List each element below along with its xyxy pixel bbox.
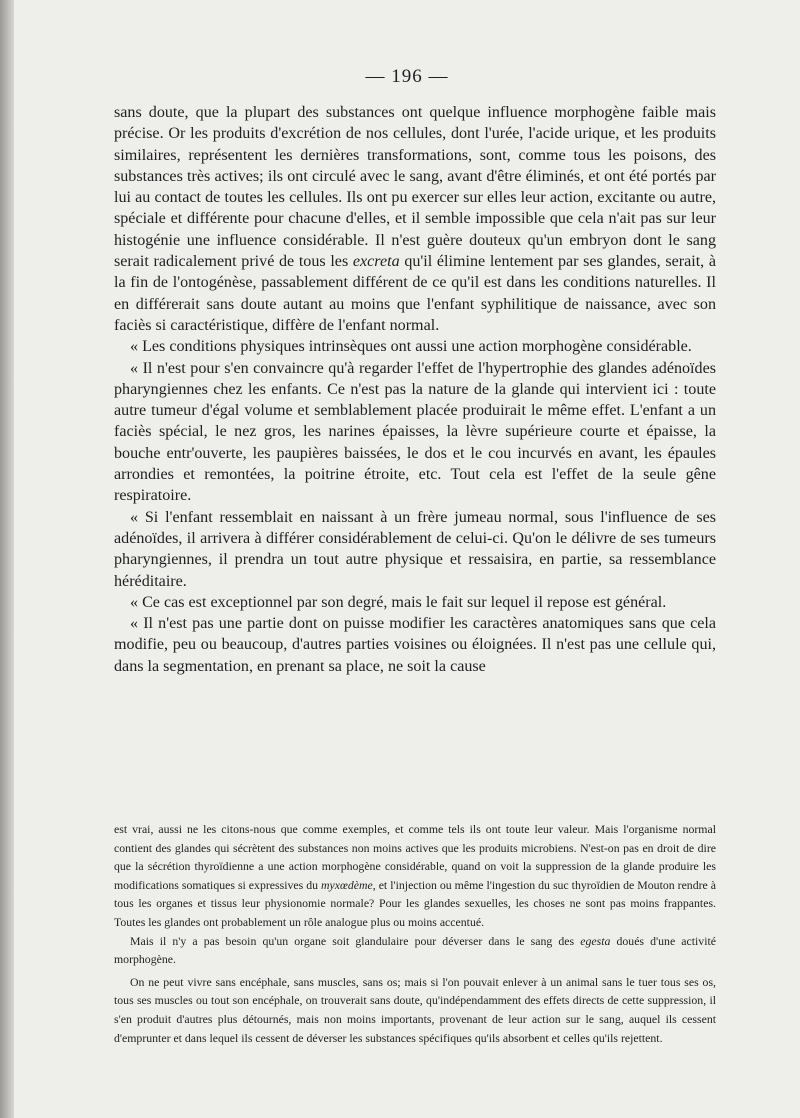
- page-number: — 196 —: [365, 66, 449, 87]
- footnote: [114, 820, 716, 1047]
- footnote-paragraph: est vrai, aussi ne les citons-nous que comme exemples, et comme tels ils ont toute leur valeur. Mais l'organisme normal contient des glandes qui sécrètent des substances non moins actives que les produits microbiens. N'est-on pas en droit de dire que la sécrétion thyroïdienne a une action morphogène considérable, quand on voit la suppression de la glande produire les modifications somatiques si expressives du myxœdème, et l'injection ou même l'ingestion du suc thyroïdien de Mouton rendre à tous les organes et tissus leur physionomie normale? Pour les glandes sexuelles, les choses ne sont pas moins frappantes. Toutes les glandes ont probablement un rôle analogue plus ou moins accentué.: [114, 822, 717, 929]
- footnote-paragraph: Mais il n'y a pas besoin qu'un organe soit glandulaire pour déverser dans le sang des egesta doués d'une activité morphogène.: [114, 933, 717, 967]
- paragraph: « Ce cas est exceptionnel par son degré, mais le fait sur lequel il repose est général.: [130, 593, 667, 611]
- footnote-paragraph: On ne peut vivre sans encéphale, sans muscles, sans os; mais si l'on pouvait enlever à un animal sans le tuer tous ses os, tous ses muscles ou tout son encéphale, on trouverait sans doute, qu'indépendamment des effets directs de cette suppression, il s'en produit d'autres plus détournés, mais non moins importants, provenant de leur action sur le sang, auquel ils cessent d'emprunter et dans lequel ils cessent de déverser les substances spécifiques qu'ils absorbent et celles qu'ils rejettent.: [114, 974, 716, 1045]
- paragraph: sans doute, que la plupart des substances ont quelque influence morphogène faible mais précise. Or les produits d'excrétion de nos cellules, dont l'urée, l'acide urique, et les produits similaires, représentent les dernières transformations, sont, comme tous les poisons, des substances très actives; ils ont circulé avec le sang, avant d'être éliminés, et ont été portés par lui au contact de toutes les cellules. Ils ont pu exercer sur elles leur action, excitante ou autre, spéciale et différente pour chacune d'elles, et il semble impossible que cela n'ait pas sur leur histogénie une influence considérable. Il n'est guère douteux qu'un embryon dont le sang serait radicalement privé de tous les excreta qu'il élimine lentement par ses glandes, serait, à la fin de l'ontogénèse, passablement différent de ce qu'il est dans les conditions naturelles. Il en différerait sans doute autant au moins que l'enfant syphilitique de naissance, avec son faciès si caractéristique, diffère de l'enfant normal.: [114, 104, 716, 334]
- paragraph: « Il n'est pour s'en convaincre qu'à regarder l'effet de l'hypertrophie des glandes adénoïdes pharyngiennes chez les enfants. Ce n'est pas la nature de la glande qui intervient ici : toute autre tumeur d'égal volume et semblablement placée produirait le même effet. L'enfant a un faciès spécial, le nez gros, les narines épaisses, la lèvre supérieure courte et épaisse, la bouche entr'ouverte, les paupières baissées, le dos et le cou incurvés en avant, les épaules arrondies et remontées, la poitrine étroite, etc. Tout cela est l'effet de la seule gêne respiratoire.: [114, 359, 716, 505]
- paragraph: « Les conditions physiques intrinsèques ont aussi une action morphogène considérable.: [130, 338, 692, 356]
- main-text: [114, 102, 716, 677]
- book-spine-shadow: [0, 0, 14, 1118]
- paragraph: « Il n'est pas une partie dont on puisse modifier les caractères anatomiques sans que cela modifie, peu ou beaucoup, d'autres parties voisines ou éloignées. Il n'est pas une cellule qui, dans la segmentation, en prenant sa place, ne soit la cause: [114, 615, 716, 675]
- italic-term: excreta: [352, 253, 400, 271]
- book-page: [14, 0, 800, 1118]
- italic-term: myxœdème: [321, 877, 373, 892]
- paragraph: « Si l'enfant ressemblait en naissant à un frère jumeau normal, sous l'influence de ses adénoïdes, il arrivera à différer considérablement de celui-ci. Qu'on le délivre de ses tumeurs pharyngiennes, il prendra un tout autre physique et ressaisira, en partie, sa ressemblance héréditaire.: [114, 508, 716, 590]
- italic-term: egesta: [580, 933, 611, 948]
